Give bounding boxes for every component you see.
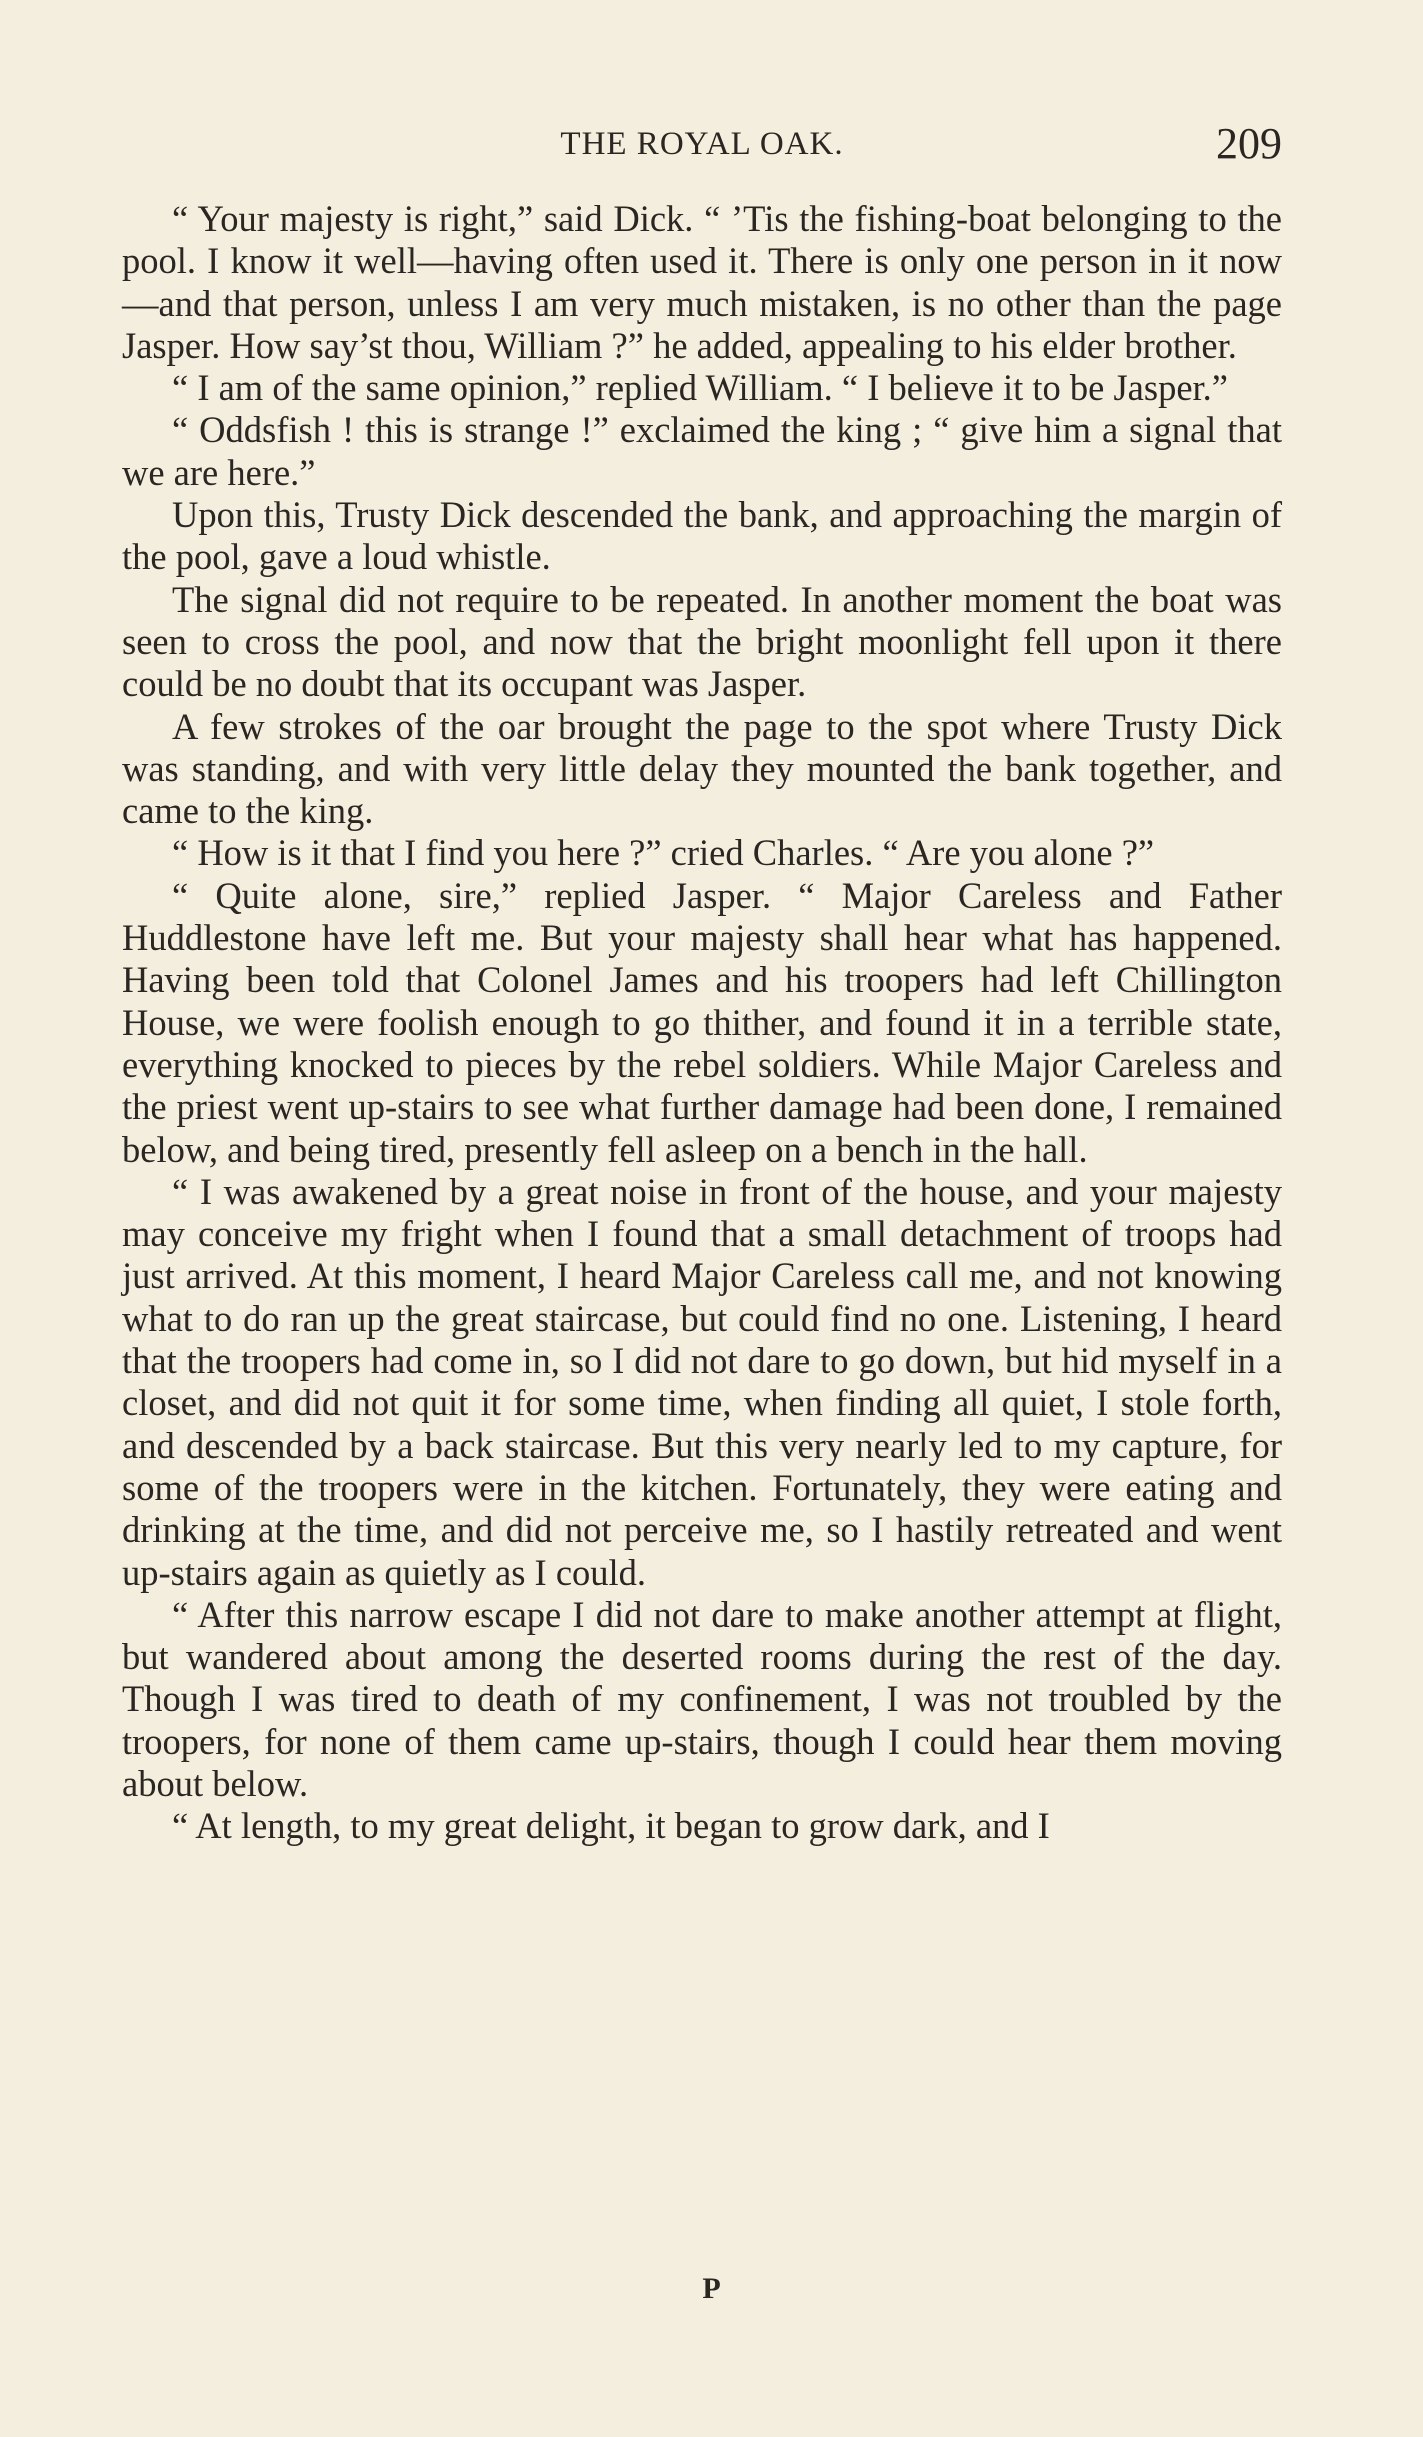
body-text (122, 198, 1282, 1848)
paragraph: “ Quite alone, sire,” replied Jasper. “ Major Careless and Father Huddlestone have left me. But your majesty shall hear what has happened. Having been told that Colonel James and his troopers had left Chillington House, we were foolish enough to go thither, and found it in a terrible state, everything knocked to pieces by the rebel soldiers. While Major Careless and the priest went up-stairs to see what further damage had been done, I remained below, and being tired, presently fell asleep on a bench in the hall. (122, 874, 1282, 1170)
paragraph: “ I am of the same opinion,” replied William. “ I believe it to be Jasper.” (172, 367, 1229, 409)
paragraph: “ Oddsfish ! this is strange !” exclaimed the king ; “ give him a signal that we are here.” (122, 409, 1282, 493)
paragraph: A few strokes of the oar brought the page to the spot where Trusty Dick was standing, and with very little delay they mounted the bank together, and came to the king. (122, 705, 1282, 832)
paragraph: “ How is it that I find you here ?” cried Charles. “ Are you alone ?” (172, 832, 1155, 874)
paragraph: “ After this narrow escape I did not dare to make another attempt at flight, but wandered about among the deserted rooms during the rest of the day. Though I was tired to death of my confinement, I was not troubled by the troopers, for none of them came up-stairs, though I could hear them moving about below. (122, 1593, 1282, 1804)
running-head (122, 118, 1282, 168)
page-number: 209 (1216, 119, 1282, 168)
paragraph: “ I was awakened by a great noise in front of the house, and your majesty may conceive my fright when I found that a small detachment of troops had just arrived. At this moment, I heard Major Careless call me, and not knowing what to do ran up the great staircase, but could find no one. Listening, I heard that the troopers had come in, so I did not dare to go down, but hid myself in a closet, and did not quit it for some time, when finding all quiet, I stole forth, and descended by a back staircase. But this very nearly led to my capture, for some of the troopers were in the kitchen. Fortunately, they were eating and drinking at the time, and did not perceive me, so I hastily retreated and went up-stairs again as quietly as I could. (122, 1170, 1282, 1593)
paragraph: “ At length, to my great delight, it began to grow dark, and I (172, 1805, 1050, 1847)
paragraph: “ Your majesty is right,” said Dick. “ ’Tis the fishing-boat belonging to the pool. I know it well—having often used it. There is only one person in it now—and that person, unless I am very much mistaken, is no other than the page Jasper. How say’st thou, William ?” he added, appealing to his elder brother. (122, 198, 1282, 366)
running-title: THE ROYAL OAK. (560, 126, 844, 162)
paragraph: Upon this, Trusty Dick descended the bank, and approaching the margin of the pool, gave a loud whistle. (122, 494, 1282, 578)
signature-mark: P (702, 2272, 721, 2305)
paragraph: The signal did not require to be repeated. In another moment the boat was seen to cross the pool, and now that the bright moonlight fell upon it there could be no doubt that its occupant was Jasper. (122, 578, 1282, 705)
